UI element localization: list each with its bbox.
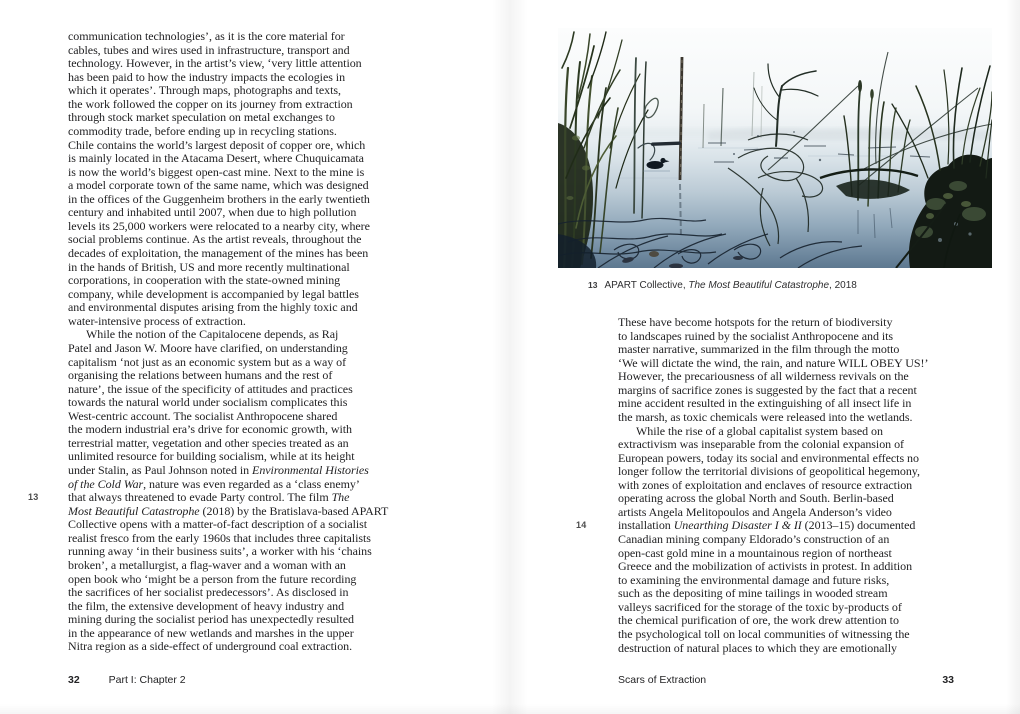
text-line: margins of sacrifice zones is suggested by the fact that a recent <box>618 382 917 397</box>
text-line: running away ‘in their business suits’, a worker with his ‘chains <box>68 544 372 559</box>
text-line: is mainly located in the Atacama Desert, where Chuquicamata <box>68 151 364 166</box>
text-line: century and inhabited until 2007, when due to high pollution <box>68 205 357 220</box>
text-line: organising the relations between humans and the rest of <box>68 368 333 383</box>
page-footer-left <box>68 674 186 686</box>
text-line: to landscapes ruined by the socialist Anthropocene and its <box>618 328 894 343</box>
margin-note-14: 14 <box>576 520 587 530</box>
text-line: Greece and the mobilization of activists in protest. In addition <box>618 559 913 574</box>
text-line: the chemical purification of ore, the work drew attention to <box>618 613 899 628</box>
text-line: company, while development is accompanied by legal battles <box>68 286 359 301</box>
text-line: destruction of natural places to which they are emotionally <box>618 640 897 655</box>
text-line: valleys sacrificed for the storage of the toxic by-products of <box>618 599 902 614</box>
page-number-right: 33 <box>942 674 954 686</box>
text-line: the marsh, as toxic chemicals were released into the wetlands. <box>618 409 913 424</box>
text-line: mine accident resulted in the extinguishing of all insect life in <box>618 396 912 411</box>
page-right <box>510 0 1020 714</box>
text-line: ‘We will dictate the wind, the rain, and nature WILL OBEY US!’ <box>618 355 929 370</box>
text-line: cables, tubes and wires used in infrastructure, transport and <box>68 42 350 57</box>
text-line: Patel and Jason W. Moore have clarified, on understanding <box>68 340 348 355</box>
text-line: decades of exploitation, the management of the mines has been <box>68 246 369 260</box>
text-line: These have become hotspots for the return of biodiversity <box>618 315 893 329</box>
text-line: water-intensive process of extraction. <box>68 313 246 328</box>
text-line: longer follow the territorial divisions of geopolitical hegemony, <box>618 464 920 479</box>
text-line: levels its 25,000 workers were relocated to a nearby city, where <box>68 218 370 233</box>
text-line: capitalism ‘not just as an economic system but as a way of <box>68 354 347 369</box>
text-line: terrestrial matter, vegetation and other species treated as an <box>68 435 349 450</box>
text-line: Chile contains the world’s largest deposit of copper ore, which <box>68 137 366 152</box>
text-line: in the hands of British, US and more recently multinational <box>68 259 350 274</box>
text-line: European powers, today its social and environmental effects no <box>618 450 919 465</box>
text-line: which it operates’. Through maps, photographs and texts, <box>68 83 341 98</box>
text-line: operating across the global North and South. Berlin-based <box>618 491 894 506</box>
text-line: artists Angela Melitopoulos and Angela Anderson’s video <box>618 504 892 519</box>
text-line: with zones of exploitation and enclaves of resource extraction <box>618 477 913 492</box>
text-line: extractivism was inseparable from the colonial expansion of <box>618 437 904 452</box>
text-line: in the offices of the Guggenheim brothers in the early twentieth <box>68 191 370 206</box>
text-line: Most Beautiful Catastrophe (2018) by the Bratislava-based APART <box>68 503 389 518</box>
text-line: communication technologies’, as it is the core material for <box>68 29 345 43</box>
text-line: open book who ‘might be a person from the future recording <box>68 571 357 586</box>
text-line: Canadian mining company Eldorado’s construction of an <box>618 532 890 546</box>
text-line: unlimited resource for building socialism, while at its height <box>68 449 355 464</box>
text-line: realist fresco from the early 1960s that includes three capitalists <box>68 530 371 545</box>
text-line: the psychological toll on local communities of witnessing the <box>618 626 910 641</box>
text-line: in the appearance of new wetlands and marshes in the upper <box>68 625 354 640</box>
text-line: While the rise of a global capitalist system based on <box>636 423 883 438</box>
text-line: of the Cold War, nature was even regarded as a ‘class enemy’ <box>68 476 360 491</box>
text-line: the film, the extensive development of heavy industry and <box>68 598 345 613</box>
running-footer-left: Part I: Chapter 2 <box>108 674 186 686</box>
text-line: installation Unearthing Disaster I & II (2013–15) documented <box>618 518 916 533</box>
text-line: through stock market speculation on metal exchanges to <box>68 110 335 125</box>
caption-text: APART Collective, The Most Beautiful Catastrophe, 2018 <box>604 280 857 291</box>
text-line: to examining the environmental damage and future risks, <box>618 572 890 587</box>
text-line: under Stalin, as Paul Johnson noted in Environmental Histories <box>68 463 369 477</box>
text-line: is now the world’s biggest open-cast mine. Next to the mine is <box>68 164 365 179</box>
text-line: towards the natural world under socialism complicates this <box>68 395 348 410</box>
text-line: has been paid to how the industry impacts the ecologies in <box>68 69 346 84</box>
text-line: technology. However, in the artist’s view, ‘very little attention <box>68 56 362 71</box>
margin-note-13: 13 <box>28 492 39 502</box>
text-line: such as the depositing of mine tailings in wooded stream <box>618 586 888 601</box>
text-line: master narrative, summarized in the film through the motto <box>618 342 900 357</box>
text-line: social problems continue. As the artist reveals, throughout the <box>68 232 362 247</box>
marsh-photo-svg <box>558 28 992 268</box>
text-line: nature’, the issue of the specificity of attitudes and practices <box>68 381 353 396</box>
text-line: mining during the socialist period has unexpectedly resulted <box>68 612 354 627</box>
text-line: broken’, a metallurgist, a flag-waver and a woman with an <box>68 557 346 572</box>
text-line: West-centric account. The socialist Anthropocene shared <box>68 408 338 423</box>
text-line: that always threatened to evade Party control. The film The <box>68 490 350 505</box>
text-line: However, the precariousness of all wilderness revivals on the <box>618 369 909 384</box>
caption-number: 13 <box>588 280 598 290</box>
text-line: the modern industrial era’s drive for economic growth, with <box>68 422 352 437</box>
right-text-column <box>618 316 952 655</box>
text-line: open-cast gold mine in a mountainous region of northeast <box>618 545 892 560</box>
page-footer-right <box>618 674 954 686</box>
text-line: Nitra region as a side-effect of underground coal extraction. <box>68 639 353 654</box>
text-line: the sacrifices of her socialist predecessors’. As disclosed in <box>68 585 349 600</box>
text-line: While the notion of the Capitalocene depends, as Raj <box>86 327 339 342</box>
page-number-left: 32 <box>68 674 80 686</box>
text-line: Collective opens with a matter-of-fact description of a socialist <box>68 517 368 532</box>
text-line: commodity trade, before ending up in recycling stations. <box>68 123 337 138</box>
text-line: and environmental disputes arising from the highly toxic and <box>68 300 358 315</box>
figure-caption <box>588 280 857 291</box>
running-footer-right: Scars of Extraction <box>618 674 707 686</box>
text-line: corporations, in cooperation with the state-owned mining <box>68 273 341 288</box>
figure-marsh-photo <box>558 28 992 268</box>
left-text-column <box>68 30 400 654</box>
text-line: a model corporate town of the same name, which was designed <box>68 178 369 193</box>
text-line: the work followed the copper on its journey from extraction <box>68 96 353 111</box>
